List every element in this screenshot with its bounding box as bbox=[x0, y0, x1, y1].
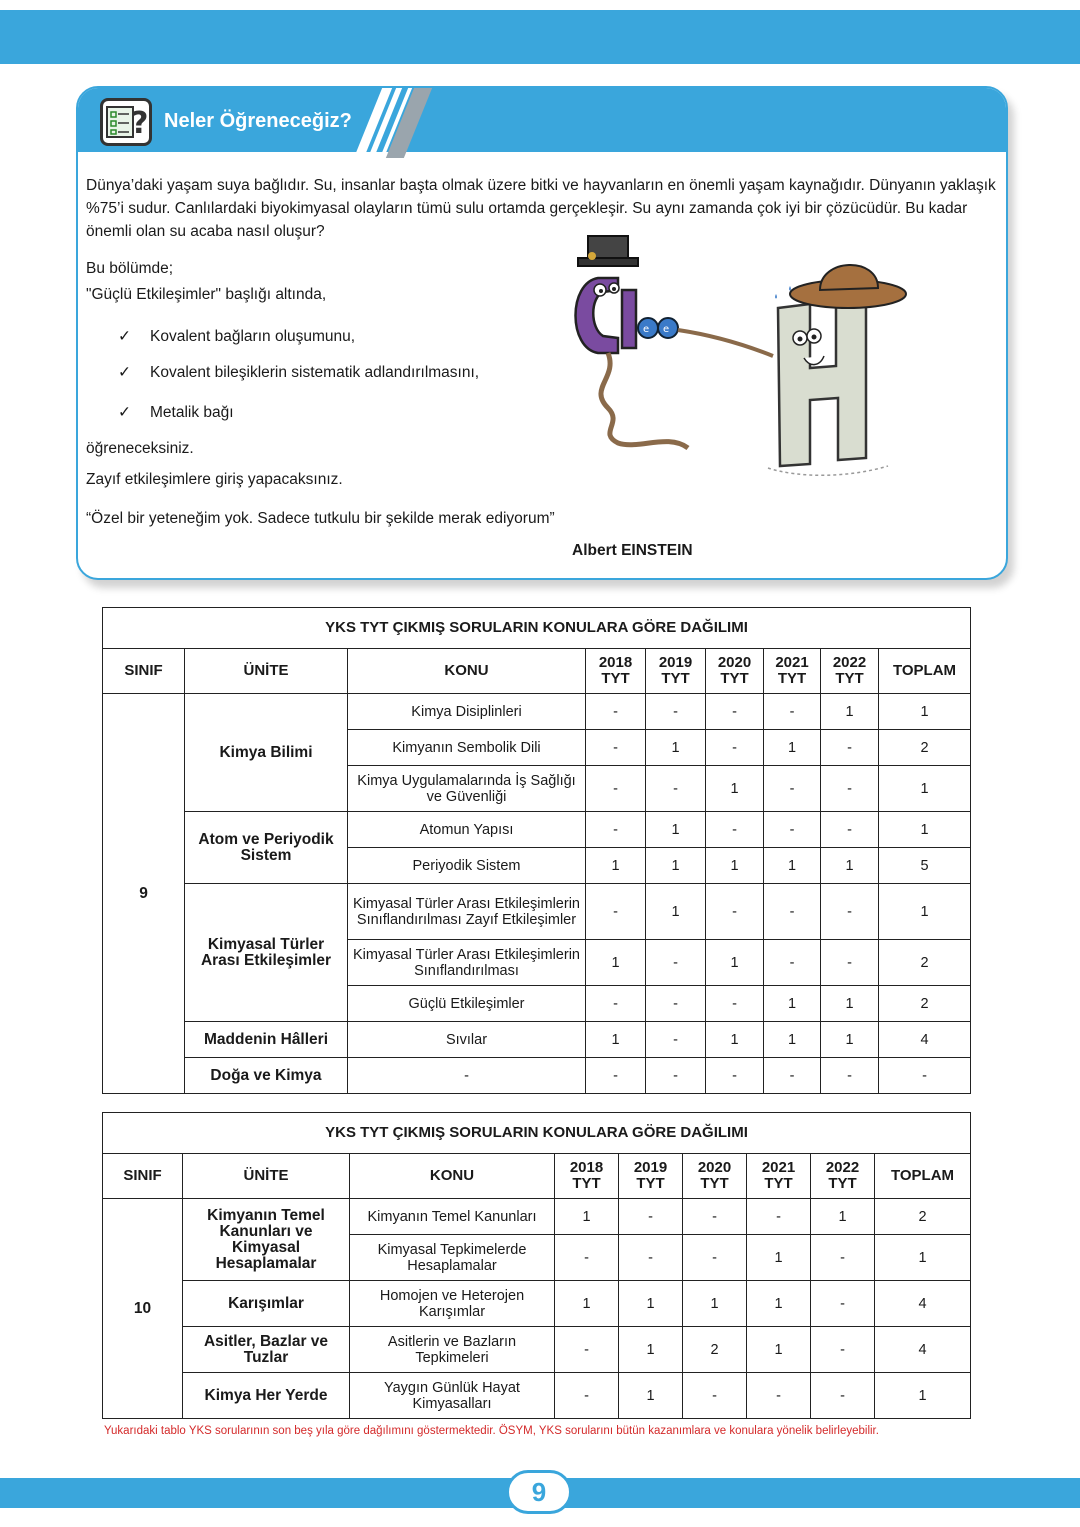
column-header-sinif: SINIF bbox=[103, 1154, 183, 1199]
unite-cell: Karışımlar bbox=[183, 1281, 350, 1327]
column-header-toplam: TOPLAM bbox=[879, 649, 971, 694]
konu-cell: Asitlerin ve Bazların Tepkimeleri bbox=[350, 1327, 555, 1373]
check-icon: ✓ bbox=[118, 328, 131, 345]
value-cell: - bbox=[646, 1058, 706, 1094]
value-cell: 1 bbox=[619, 1373, 683, 1419]
total-cell: 5 bbox=[879, 848, 971, 884]
value-cell: 1 bbox=[821, 1022, 879, 1058]
value-cell: - bbox=[764, 884, 821, 940]
column-header-unite: ÜNİTE bbox=[183, 1154, 350, 1199]
svg-text:e: e bbox=[643, 324, 650, 335]
intro-box bbox=[76, 86, 1008, 580]
value-cell: 1 bbox=[821, 694, 879, 730]
table-row bbox=[103, 1327, 971, 1373]
svg-text:?: ? bbox=[131, 106, 149, 141]
value-cell: - bbox=[619, 1235, 683, 1281]
unite-cell: Kimyanın Temel Kanunları ve Kimyasal Hesaplamalar bbox=[183, 1199, 350, 1281]
value-cell: 1 bbox=[706, 940, 764, 986]
value-cell: - bbox=[586, 1058, 646, 1094]
value-cell: - bbox=[706, 694, 764, 730]
total-cell: - bbox=[879, 1058, 971, 1094]
sinif-cell: 10 bbox=[103, 1199, 183, 1419]
svg-text:e: e bbox=[663, 324, 670, 335]
value-cell: - bbox=[811, 1235, 875, 1281]
intro-line: öğreneceksiniz. bbox=[86, 440, 194, 457]
value-cell: - bbox=[821, 1058, 879, 1094]
unite-cell: Kimya Her Yerde bbox=[183, 1373, 350, 1419]
unite-cell: Maddenin Hâlleri bbox=[185, 1022, 348, 1058]
section-line: Bu bölümde; bbox=[86, 260, 174, 277]
check-icon: ✓ bbox=[118, 404, 131, 421]
value-cell: - bbox=[706, 986, 764, 1022]
value-cell: 1 bbox=[619, 1327, 683, 1373]
konu-cell: Kimya Disiplinleri bbox=[348, 694, 586, 730]
total-cell: 1 bbox=[879, 694, 971, 730]
value-cell: 1 bbox=[646, 884, 706, 940]
value-cell: 1 bbox=[821, 986, 879, 1022]
check-item-text: Kovalent bileşiklerin sistematik adlandırılmasını, bbox=[150, 364, 480, 381]
value-cell: - bbox=[706, 812, 764, 848]
total-cell: 1 bbox=[875, 1373, 971, 1419]
value-cell: - bbox=[764, 694, 821, 730]
table-row bbox=[103, 884, 971, 940]
cartoon-illustration bbox=[548, 228, 928, 498]
distribution-table-grade9 bbox=[102, 607, 970, 1094]
value-cell: - bbox=[747, 1199, 811, 1235]
value-cell: - bbox=[747, 1373, 811, 1419]
value-cell: - bbox=[811, 1373, 875, 1419]
konu-cell: Atomun Yapısı bbox=[348, 812, 586, 848]
value-cell: - bbox=[586, 986, 646, 1022]
value-cell: 1 bbox=[683, 1281, 747, 1327]
unite-cell: Atom ve Periyodik Sistem bbox=[185, 812, 348, 884]
value-cell: 1 bbox=[811, 1199, 875, 1235]
value-cell: - bbox=[646, 1022, 706, 1058]
column-header-year: 2018 TYT bbox=[586, 649, 646, 694]
top-banner bbox=[0, 10, 1080, 64]
table-row bbox=[103, 1373, 971, 1419]
value-cell: - bbox=[821, 884, 879, 940]
check-item-text: Kovalent bağların oluşumunu, bbox=[150, 328, 356, 345]
table-row bbox=[103, 1058, 971, 1094]
value-cell: 1 bbox=[747, 1281, 811, 1327]
table-row bbox=[103, 694, 971, 730]
value-cell: 1 bbox=[747, 1327, 811, 1373]
total-cell: 1 bbox=[875, 1235, 971, 1281]
table-row bbox=[103, 1199, 971, 1235]
column-header-konu: KONU bbox=[348, 649, 586, 694]
value-cell: 1 bbox=[586, 1022, 646, 1058]
value-cell: 1 bbox=[619, 1281, 683, 1327]
column-header-year: 2019 TYT bbox=[646, 649, 706, 694]
total-cell: 4 bbox=[879, 1022, 971, 1058]
value-cell: 1 bbox=[747, 1235, 811, 1281]
value-cell: - bbox=[706, 730, 764, 766]
column-header-konu: KONU bbox=[350, 1154, 555, 1199]
konu-cell: Kimyanın Sembolik Dili bbox=[348, 730, 586, 766]
check-list-item bbox=[118, 327, 355, 346]
value-cell: - bbox=[646, 694, 706, 730]
konu-cell: Kimyasal Tepkimelerde Hesaplamalar bbox=[350, 1235, 555, 1281]
total-cell: 1 bbox=[879, 884, 971, 940]
value-cell: 1 bbox=[586, 940, 646, 986]
konu-cell: Güçlü Etkileşimler bbox=[348, 986, 586, 1022]
total-cell: 2 bbox=[875, 1199, 971, 1235]
column-header-sinif: SINIF bbox=[103, 649, 185, 694]
total-cell: 1 bbox=[879, 812, 971, 848]
value-cell: 1 bbox=[764, 1022, 821, 1058]
check-item-text: Metalik bağı bbox=[150, 404, 234, 421]
value-cell: - bbox=[821, 766, 879, 812]
value-cell: - bbox=[764, 812, 821, 848]
total-cell: 4 bbox=[875, 1327, 971, 1373]
value-cell: - bbox=[586, 884, 646, 940]
table-title: YKS TYT ÇIKMIŞ SORULARIN KONULARA GÖRE DAĞILIMI bbox=[103, 1113, 971, 1154]
value-cell: - bbox=[555, 1327, 619, 1373]
value-cell: - bbox=[764, 940, 821, 986]
column-header-year: 2022 TYT bbox=[821, 649, 879, 694]
total-cell: 2 bbox=[879, 730, 971, 766]
value-cell: - bbox=[646, 986, 706, 1022]
column-header-year: 2021 TYT bbox=[747, 1154, 811, 1199]
konu-cell: Homojen ve Heterojen Karışımlar bbox=[350, 1281, 555, 1327]
check-icon: ✓ bbox=[118, 364, 131, 381]
value-cell: 1 bbox=[706, 848, 764, 884]
quote-author: Albert EINSTEIN bbox=[572, 542, 693, 559]
value-cell: - bbox=[811, 1281, 875, 1327]
value-cell: 1 bbox=[555, 1281, 619, 1327]
value-cell: - bbox=[683, 1199, 747, 1235]
column-header-year: 2020 TYT bbox=[683, 1154, 747, 1199]
value-cell: 1 bbox=[764, 730, 821, 766]
check-list-item bbox=[118, 403, 234, 422]
konu-cell: Kimyanın Temel Kanunları bbox=[350, 1199, 555, 1235]
total-cell: 2 bbox=[879, 986, 971, 1022]
konu-cell: Kimyasal Türler Arası Etkileşimlerin Sınıflandırılması bbox=[348, 940, 586, 986]
intro-line: Zayıf etkileşimlere giriş yapacaksınız. bbox=[86, 471, 343, 488]
value-cell: 1 bbox=[646, 848, 706, 884]
column-header-year: 2021 TYT bbox=[764, 649, 821, 694]
unite-cell: Doğa ve Kimya bbox=[185, 1058, 348, 1094]
value-cell: 1 bbox=[764, 848, 821, 884]
column-header-toplam: TOPLAM bbox=[875, 1154, 971, 1199]
table-row bbox=[103, 1281, 971, 1327]
value-cell: 1 bbox=[706, 766, 764, 812]
total-cell: 4 bbox=[875, 1281, 971, 1327]
value-cell: - bbox=[764, 766, 821, 812]
page-number: 9 bbox=[506, 1470, 572, 1514]
checklist-icon bbox=[100, 98, 152, 146]
value-cell: - bbox=[821, 730, 879, 766]
value-cell: 1 bbox=[646, 812, 706, 848]
unite-cell: Kimyasal Türler Arası Etkileşimler bbox=[185, 884, 348, 1022]
value-cell: - bbox=[683, 1373, 747, 1419]
total-cell: 2 bbox=[879, 940, 971, 986]
value-cell: 1 bbox=[821, 848, 879, 884]
intro-paragraph: Dünya’daki yaşam suya bağlıdır. Su, insanlar başta olmak üzere bitki ve hayvanların en önemli yaşam kaynağıdır. Dünyanın yaklaşık %75’i sudur. Canlılardaki biyokimyasal olayların tümü sulu ortamda gerçekleşir. Su aynı zamanda çok iyi bir çözücüdür. Bu kadar önemli olan su acaba nasıl oluşur? bbox=[86, 177, 996, 240]
footnote: Yukarıdaki tablo YKS sorularının son beş yıla göre dağılımını göstermektedir. ÖSYM, YKS sorularını bütün kazanımlara ve konulara yönelik belirleyebilir. bbox=[104, 1425, 879, 1437]
distribution-table-grade10 bbox=[102, 1112, 970, 1419]
value-cell: 1 bbox=[555, 1199, 619, 1235]
section-title: Neler Öğreneceğiz? bbox=[164, 110, 352, 132]
value-cell: - bbox=[555, 1373, 619, 1419]
quote: “Özel bir yeteneğim yok. Sadece tutkulu bir şekilde merak ediyorum” bbox=[86, 510, 555, 527]
value-cell: - bbox=[821, 812, 879, 848]
konu-cell: Kimya Uygulamalarında İş Sağlığı ve Güvenliği bbox=[348, 766, 586, 812]
value-cell: 1 bbox=[586, 848, 646, 884]
table-title: YKS TYT ÇIKMIŞ SORULARIN KONULARA GÖRE DAĞILIMI bbox=[103, 608, 971, 649]
value-cell: - bbox=[586, 730, 646, 766]
value-cell: - bbox=[586, 812, 646, 848]
value-cell: - bbox=[586, 766, 646, 812]
value-cell: 1 bbox=[764, 986, 821, 1022]
value-cell: - bbox=[706, 1058, 764, 1094]
konu-cell: Kimyasal Türler Arası Etkileşimlerin Sınıflandırılması Zayıf Etkileşimler bbox=[348, 884, 586, 940]
value-cell: - bbox=[555, 1235, 619, 1281]
value-cell: 2 bbox=[683, 1327, 747, 1373]
column-header-year: 2018 TYT bbox=[555, 1154, 619, 1199]
column-header-year: 2022 TYT bbox=[811, 1154, 875, 1199]
value-cell: 1 bbox=[646, 730, 706, 766]
konu-cell: Periyodik Sistem bbox=[348, 848, 586, 884]
value-cell: - bbox=[821, 940, 879, 986]
table-row bbox=[103, 1022, 971, 1058]
value-cell: - bbox=[646, 940, 706, 986]
konu-cell: - bbox=[348, 1058, 586, 1094]
unite-cell: Asitler, Bazlar ve Tuzlar bbox=[183, 1327, 350, 1373]
value-cell: - bbox=[586, 694, 646, 730]
value-cell: - bbox=[811, 1327, 875, 1373]
table-row bbox=[103, 812, 971, 848]
value-cell: - bbox=[764, 1058, 821, 1094]
unite-cell: Kimya Bilimi bbox=[185, 694, 348, 812]
column-header-year: 2020 TYT bbox=[706, 649, 764, 694]
column-header-year: 2019 TYT bbox=[619, 1154, 683, 1199]
value-cell: - bbox=[683, 1235, 747, 1281]
column-header-unite: ÜNİTE bbox=[185, 649, 348, 694]
value-cell: - bbox=[646, 766, 706, 812]
sinif-cell: 9 bbox=[103, 694, 185, 1094]
value-cell: - bbox=[706, 884, 764, 940]
konu-cell: Sıvılar bbox=[348, 1022, 586, 1058]
total-cell: 1 bbox=[879, 766, 971, 812]
value-cell: - bbox=[619, 1199, 683, 1235]
value-cell: 1 bbox=[706, 1022, 764, 1058]
check-list-item bbox=[118, 363, 479, 382]
konu-cell: Yaygın Günlük Hayat Kimyasalları bbox=[350, 1373, 555, 1419]
section-line: "Güçlü Etkileşimler" başlığı altında, bbox=[86, 286, 327, 303]
